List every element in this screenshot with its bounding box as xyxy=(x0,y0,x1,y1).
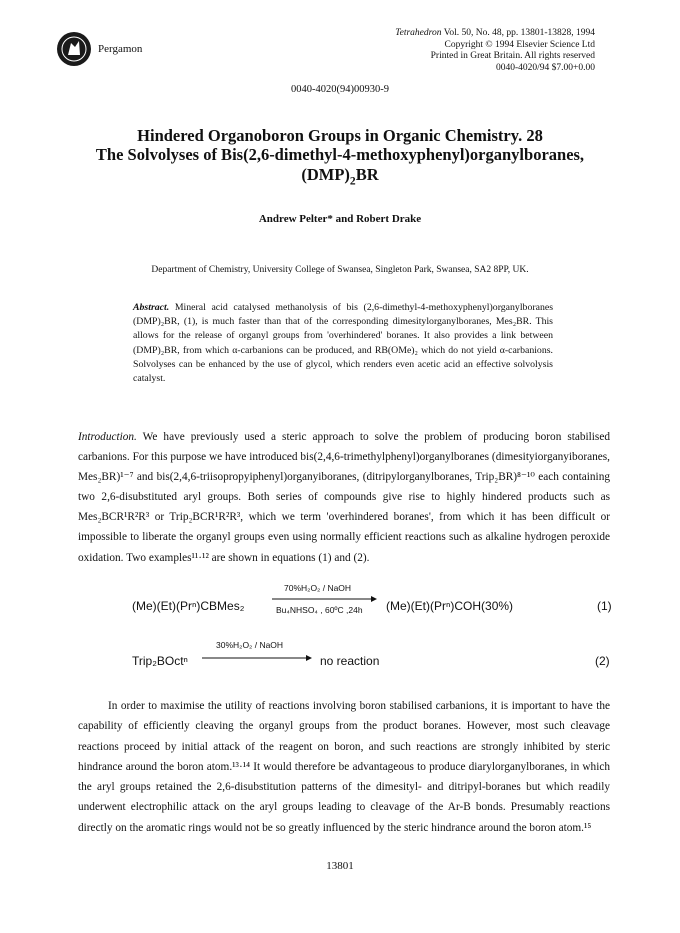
journal-name: Tetrahedron xyxy=(395,28,442,38)
introduction-paragraph xyxy=(78,427,610,568)
body-paragraph: In order to maximise the utility of reactions involving boron stabilised carbanions, it is important to have the capability of efficiently cleaving the organyl groups from the product boranes. However, most such cleavage reactions proceed by initial attack of the reagent on boron, and such reactions are strongly inhibited by steric hindrance around the boron atom.¹³·¹⁴ It would therefore be advantageous to produce diarylorganylboranes, in which the aryl groups retained the 2,6-disubstitution patterns of the dimesityl- and ditripyl-boranes but which readily underwent electrophilic attack on the aryl groups leading to cleavage of the Ar-B bonds. Presumably reactions directly on the aromatic rings would not be so greatly influenced by the steric hindrance around the boron atom.¹⁵ xyxy=(78,700,610,834)
equation1-reactant: (Me)(Et)(Prⁿ)CBMes₂ xyxy=(132,599,245,613)
equation1-arrow xyxy=(272,583,377,613)
copyright-line: Copyright © 1994 Elsevier Science Ltd xyxy=(444,39,595,50)
equation2-product: no reaction xyxy=(320,654,380,668)
journal-info xyxy=(395,28,595,74)
subtitle-line: The Solvolyses of Bis(2,6-dimethyl-4-methoxyphenyl)organylboranes, xyxy=(95,145,585,164)
paper-subtitle xyxy=(0,145,680,188)
abstract-label: Abstract. xyxy=(133,302,170,313)
equation1-conditions-above: 70%H₂O₂ / NaOH xyxy=(284,583,352,593)
subtitle-formula: $(DMP)_2BR$ xyxy=(301,165,379,188)
equation2-conditions-above: 30%H₂O₂ / NaOH xyxy=(216,640,284,650)
abstract xyxy=(133,301,553,386)
paper-title: Hindered Organoboron Groups in Organic Chemistry. 28 xyxy=(137,126,543,145)
equation1-number: (1) xyxy=(597,599,612,613)
introduction-label: Introduction. xyxy=(78,431,137,443)
abstract-text: Mineral acid catalysed methanolysis of bis (2,6-dimethyl-4-methoxyphenyl)organylboranes (DMP)₂BR, (1), is much faster than that of the corresponding dimesitylorganylboranes, Mes₂BR. This allows for the release of organyl groups from 'overhindered' boranes. It also provides a link between (DMP)₂BR, from which α-carbanions can be produced, and RB(OMe)₂ which do not yield α-carbanions. Solvolyses can be enhanced by the use of glycol, which renders even acetic acid an effective solvolysis catalyst. xyxy=(133,302,554,385)
page-number: 13801 xyxy=(326,860,354,872)
affiliation: Department of Chemistry, University College of Swansea, Singleton Park, Swansea, SA2 8PP, UK. xyxy=(151,265,529,275)
issn-line: 0040-4020/94 $7.00+0.00 xyxy=(495,62,595,73)
equation2-number: (2) xyxy=(595,654,610,668)
equation2-arrow xyxy=(202,640,312,664)
equation2-reactant: Trip₂BOctⁿ xyxy=(132,654,188,668)
printed-line: Printed in Great Britain. All rights reserved xyxy=(430,51,595,61)
equation1-product: (Me)(Et)(Prⁿ)COH(30%) xyxy=(386,599,514,613)
pergamon-logo xyxy=(57,32,91,66)
introduction-text: We have previously used a steric approach to solve the problem of producing boron stabilised carbanions. For this purpose we have introduced bis(2,4,6-trimethylphenyl)organylboranes (dimesityiorganyiboranes, Mes₂BR)¹⁻⁷ and bis(2,4,6-triisopropyiphenyl)organyiboranes, (ditripylorganylboranes, Trip₂BR)⁸⁻¹⁰ each containing two 2,6-disubstituted aryl groups. Both series of compounds give rise to highly hindered products such as Mes₂BCR¹R²R³ or Trip₂BCR¹R²R³, which we term 'overhindered boranes', from which it has been difficult or impossible to liberate the organyl groups even using normally efficient reactions such as alkaline hydrogen peroxide oxidation. Two examples¹¹·¹² are shown in equations (1) and (2). xyxy=(78,431,610,564)
authors: Andrew Pelter* and Robert Drake xyxy=(258,213,422,225)
publisher-name: Pergamon xyxy=(98,43,143,55)
equation1-conditions-below: Bu₄NHSO₄ , 60ºC ,24h xyxy=(276,605,363,615)
doi: 0040-4020(94)00930-9 xyxy=(291,84,389,95)
journal-volume: Vol. 50, No. 48, pp. 13801-13828, 1994 xyxy=(441,28,595,38)
